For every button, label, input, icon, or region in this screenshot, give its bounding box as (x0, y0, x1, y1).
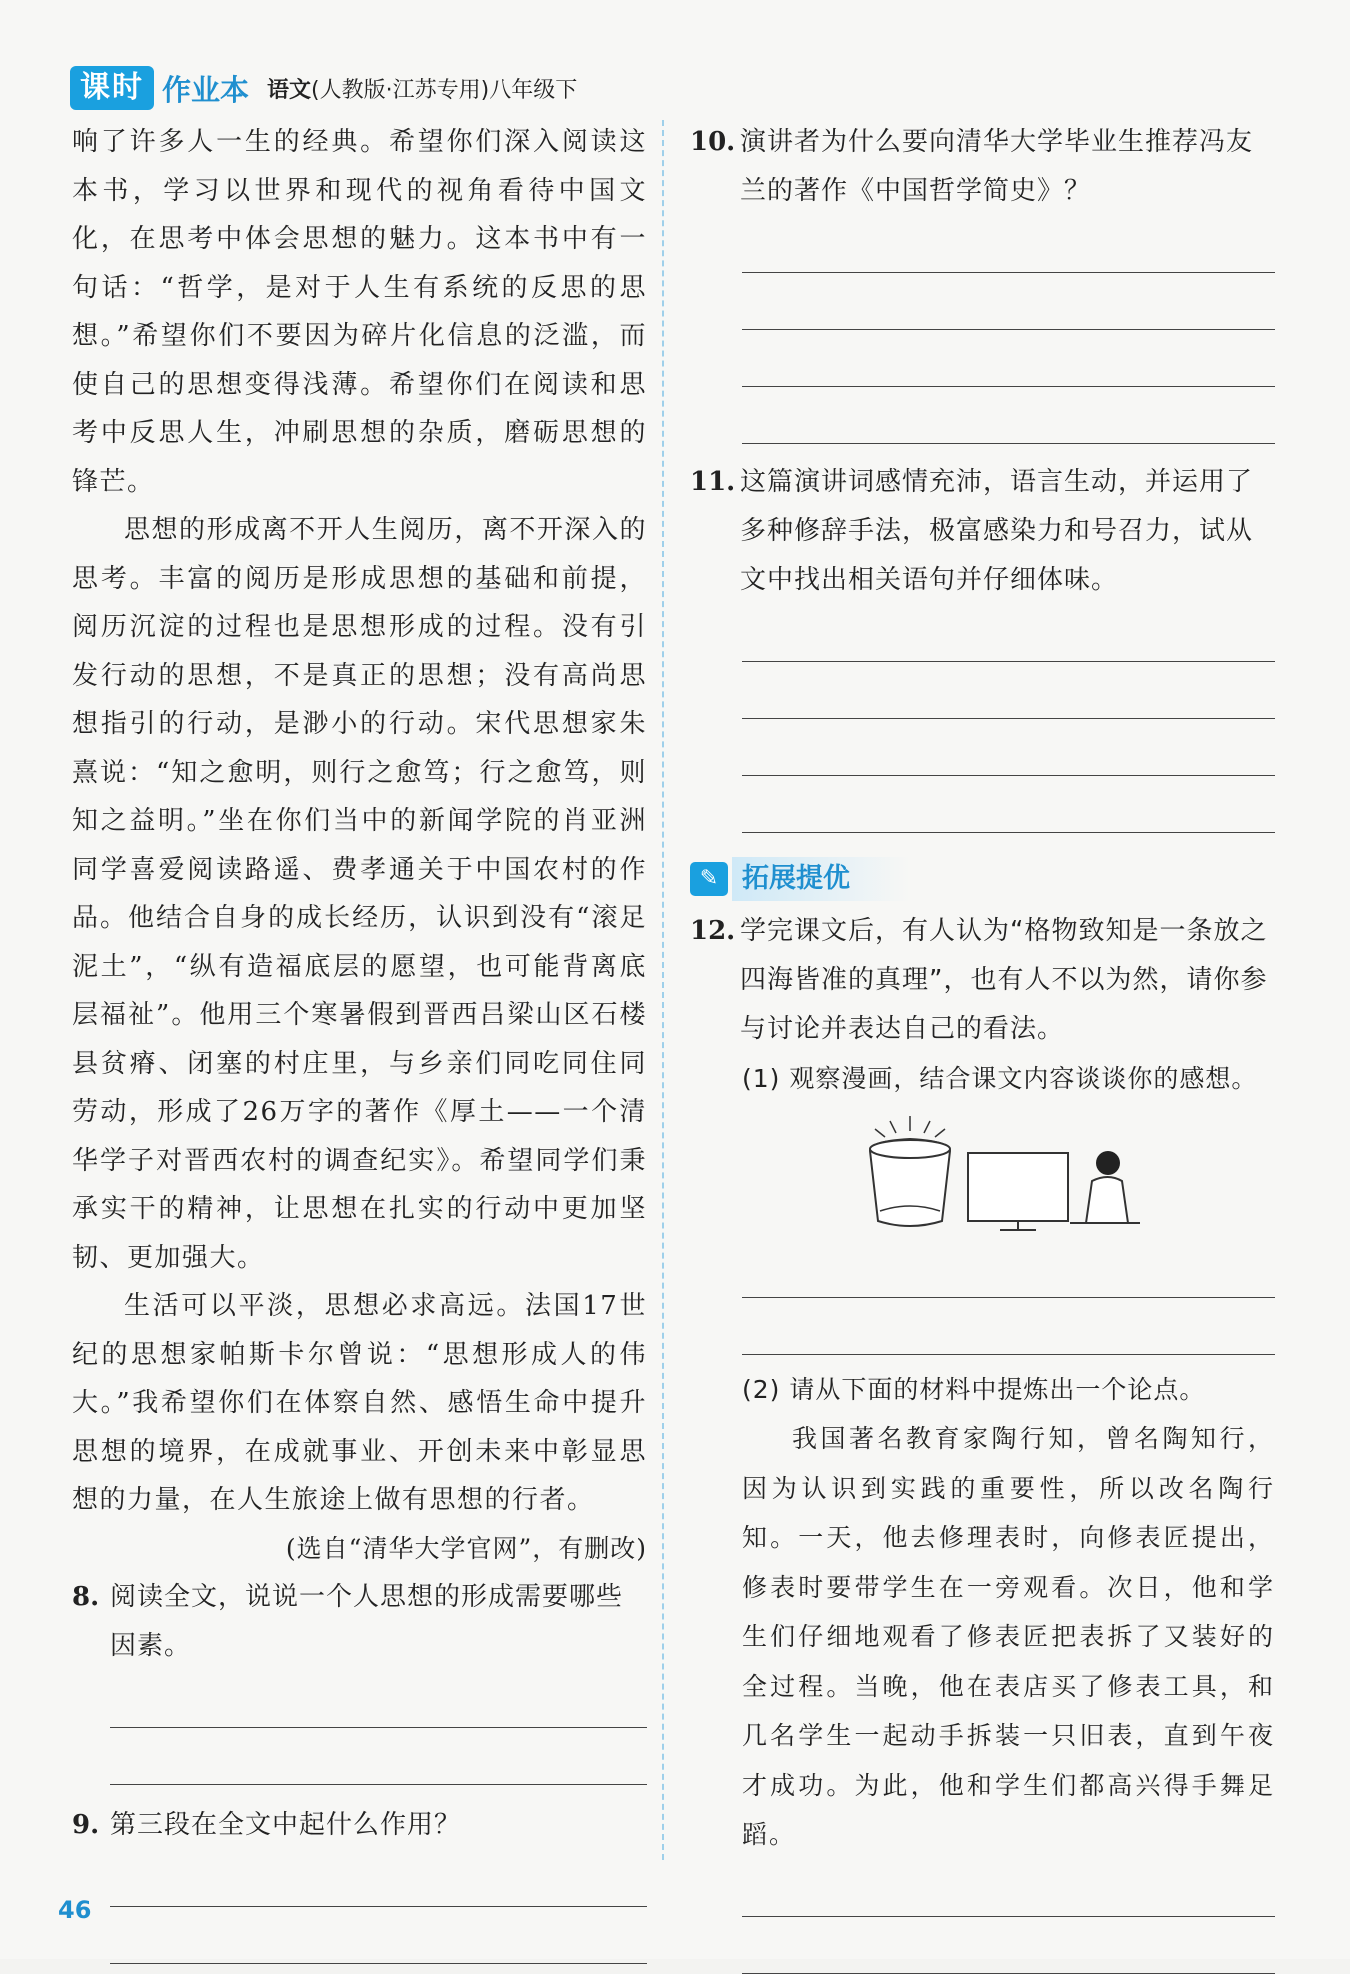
answer-line[interactable] (742, 1860, 1275, 1917)
question-number: 10. (690, 127, 736, 157)
answer-line[interactable] (110, 1907, 647, 1964)
question-text: 演讲者为什么要向清华大学毕业生推荐冯友兰的著作《中国哲学简史》？ (740, 127, 1254, 206)
paragraph-2: 思想的形成离不开人生阅历，离不开深入的思考。丰富的阅历是形成思想的基础和前提，阅历沉淀的过程也是思想形成的过程。没有引发行动的思想，不是真正的思想；没有高尚思想指引的行动，是渺小的行动。宋代思想家朱熹说：“知之愈明，则行之愈笃；行之愈笃，则知之益明。”坐在你们当中的新闻学院的肖亚洲同学喜爱阅读路遥、费孝通关于中国农村的作品。他结合自身的成长经历，认识到没有“滚足泥土”，“纵有造福底层的愿望，也可能背离底层福祉”。他用三个寒暑假到晋西吕梁山区石楼县贫瘠、闭塞的村庄里，与乡亲们同吃同住同劳动，形成了26万字的著作《厚土——一个清华学子对晋西农村的调查纪实》。希望同学们秉承实干的精神，让思想在扎实的行动中更加坚韧、更加强大。 (72, 515, 647, 1273)
column-divider (662, 120, 664, 1860)
cartoon-image (850, 1111, 1150, 1241)
answer-lines-10 (742, 216, 1275, 444)
question-text: 这篇演讲词感情充沛，语言生动，并运用了多种修辞手法，极富感染力和号召力，试从文中找出相关语句并仔细体味。 (740, 467, 1254, 595)
answer-lines-9 (110, 1850, 647, 1964)
answer-line[interactable] (742, 719, 1275, 776)
answer-line[interactable] (110, 1850, 647, 1907)
answer-line[interactable] (110, 1671, 647, 1728)
logo-text: 作业本 (162, 72, 250, 107)
answer-lines-8 (110, 1671, 647, 1785)
question-9 (72, 1801, 647, 1850)
question-text: 第三段在全文中起什么作用？ (110, 1809, 462, 1840)
question-number: 12. (690, 916, 736, 946)
question-text: 学完课文后，有人认为“格物致知是一条放之四海皆准的真理”，也有人不以为然，请你参与讨论并表达自己的看法。 (740, 916, 1268, 1044)
question-12-part-2: (2) 请从下面的材料中提炼出一个论点。 (742, 1375, 1206, 1404)
answer-lines-12-2 (742, 1860, 1275, 1974)
question-number: 8. (72, 1581, 100, 1612)
left-column (72, 118, 647, 1964)
source-note: (选自“清华大学官网”，有删改) (285, 1533, 647, 1563)
subject-line (267, 73, 577, 104)
cartoon-drawing (850, 1111, 1150, 1241)
material-text: 我国著名教育家陶行知，曾名陶知行，因为认识到实践的重要性，所以改名陶行知。一天，他去修理表时，向修表匠提出，修表时要带学生在一旁观看。次日，他和学生们仔细地观看了修表匠把表拆了又装好的全过程。当晚，他在表店买了修表工具，和几名学生一起动手拆装一只旧表，直到午夜才成功。为此，他和学生们都高兴得手舞足蹈。 (742, 1424, 1275, 1849)
header (70, 64, 577, 112)
answer-line[interactable] (110, 1728, 647, 1785)
pencil-icon: ✎ (690, 862, 728, 896)
right-column (690, 118, 1275, 1974)
question-11 (690, 458, 1275, 605)
answer-line[interactable] (742, 216, 1275, 273)
answer-line[interactable] (742, 662, 1275, 719)
paragraph-1: 响了许多人一生的经典。希望你们深入阅读这本书，学习以世界和现代的视角看待中国文化，在思考中体会思想的魅力。这本书中有一句话：“哲学，是对于人生有系统的反思的思想。”希望你们不要因为碎片化信息的泛滥，而使自己的思想变得浅薄。希望你们在阅读和思考中反思人生，冲刷思想的杂质，磨砺思想的锋芒。 (72, 127, 647, 497)
paragraph-3: 生活可以平淡，思想必求高远。法国17世纪的思想家帕斯卡尔曾说：“思想形成人的伟大。”我希望你们在体察自然、感悟生命中提升思想的境界，在成就事业、开创未来中彰显思想的力量，在人生旅途上做有思想的行者。 (72, 1291, 647, 1515)
answer-line[interactable] (742, 776, 1275, 833)
question-text: 阅读全文，说说一个人思想的形成需要哪些因素。 (110, 1581, 624, 1661)
section-title: 拓展提优 (732, 857, 910, 901)
answer-line[interactable] (742, 1298, 1275, 1355)
answer-line[interactable] (742, 605, 1275, 662)
subject: 语文 (267, 77, 312, 103)
question-10 (690, 118, 1275, 216)
question-12-part-1: (1) 观察漫画，结合课文内容谈谈你的感想。 (742, 1064, 1258, 1093)
answer-lines-12-1 (742, 1241, 1275, 1355)
question-12 (690, 907, 1275, 1054)
answer-lines-11 (742, 605, 1275, 833)
question-number: 11. (690, 467, 736, 497)
page-number: 46 (58, 1896, 92, 1924)
section-header (690, 857, 1275, 901)
answer-line[interactable] (742, 273, 1275, 330)
answer-line[interactable] (742, 330, 1275, 387)
question-number: 9. (72, 1809, 100, 1840)
logo: 课时 (70, 66, 154, 110)
answer-line[interactable] (742, 1241, 1275, 1298)
edition: (人教版·江苏专用)八年级下 (311, 77, 578, 103)
answer-line[interactable] (742, 1917, 1275, 1974)
question-8 (72, 1573, 647, 1671)
answer-line[interactable] (742, 387, 1275, 444)
